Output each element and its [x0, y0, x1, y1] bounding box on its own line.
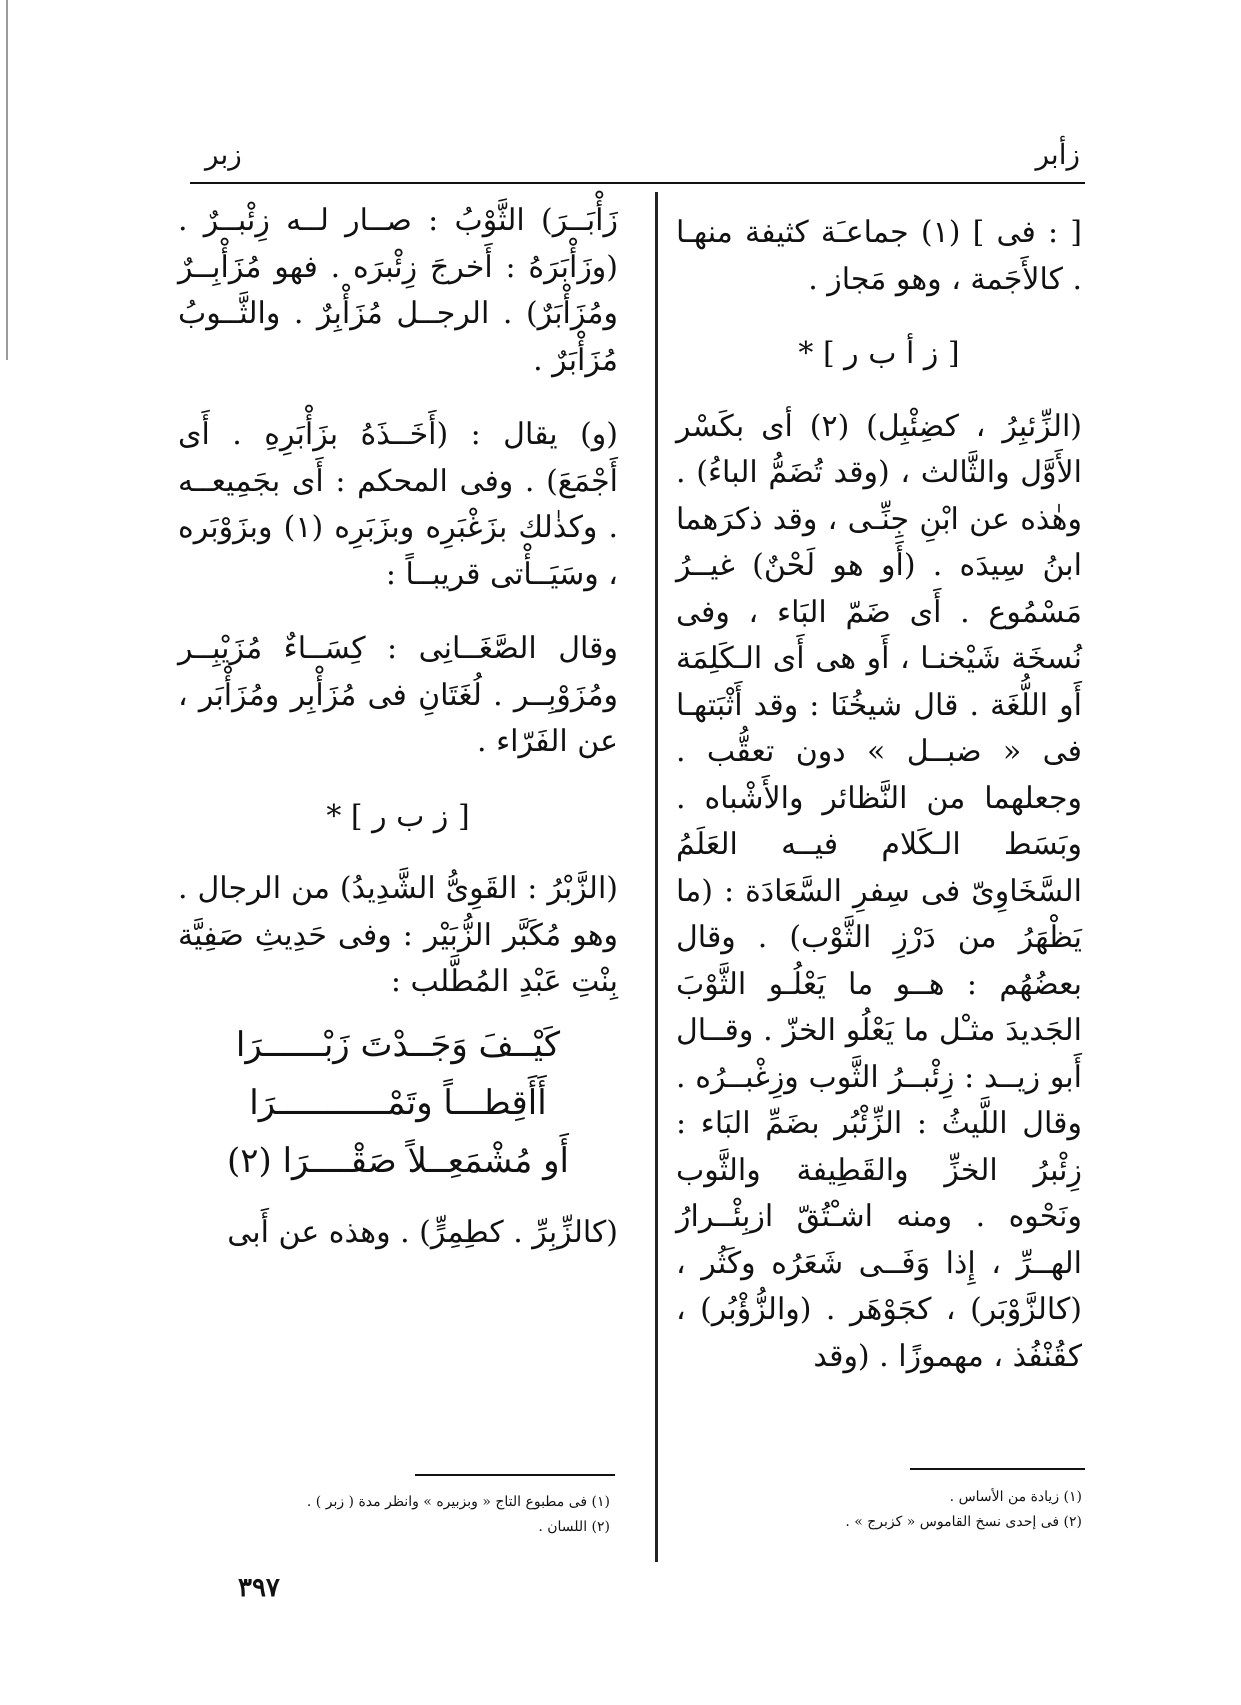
left-paragraph-5: (كالزِّبِرِّ . كطِمِرٍّ) . وهذه عن أَبى [227, 1214, 618, 1250]
verse-line-2: أَأَقِطـــاً وتَمْـــــــــــرَا [249, 1082, 547, 1123]
footnote-rule-left [415, 1474, 615, 1476]
footnote-left-1: (١) فى مطبوع التاج « وبزبيره » وانظر مدة ( زبر ) . [306, 1494, 610, 1510]
header-rule [190, 182, 1085, 184]
footnotes-right [700, 1485, 1082, 1535]
poem-verse [178, 1016, 618, 1190]
page-number: ٣٩٧ [238, 1573, 280, 1603]
entry-headword-zabr-hamza: [ ز أ ب ر ] * [798, 336, 960, 371]
right-paragraph-2: (الزِّئبِرُ ، كضِئْبِل) (٢) أى بكَسْر الأَوَّل والثَّالث ، (وقد تُضَمُّ الباءُ) . وهٰذه عن ابْنِ جِنِّـى ، وقد ذكرَهما ابنُ سِيدَه . (أَو هو لَحْنٌ) غيــرُ مَسْمُوع . أَى ضَمّ البَاء ، وفى نُسخَة شَيْخنـا ، أَو هى أَى الـكَلِمَة أَو اللُّغَة . قال شيخُنَا : وقد أَثْبَتهـا فى « ضبــل » دون تعقُّب . وجعلهما من النَّظائر والأَشْباه . وبَسَط الـكَلام فيــه العَلَمُ السَّخَاوِىّ فى سِفرِ السَّعَادَة : (ما يَظْهَرُ من دَرْزِ الثَّوْب) . وقال بعضُهُم : هــو ما يَعْلُـو الثَّوْبَ الجَديدَ مثـْل ما يَعْلُو الخزّ . وقــال أَبو زيــد : زِئْبــرُ الثَّوب وزِغْبــرُه . وقال اللَّيثُ : الزِّئْبُر بضَمِّ البَاء : زِئْبرُ الخزِّ والقَطِيفة والثَّوب ونَحْوه . ومنه اشـْتُقّ ازبِئْــرارُ الهــرِّ ، إِذا وَفَــى شَعَرُه وكَثُر ، (كالزَّوْبَر) ، كجَوْهَر . (والزُّؤْبُر) ، كقُنْفُذ ، مهموزًا . (وقد [676, 408, 1083, 1374]
right-column [676, 210, 1082, 1380]
running-header-left: زبر [205, 138, 242, 171]
verse-line-3: أَو مُشْمَعِــلاً صَقْــــرَا (٢) [226, 1140, 569, 1181]
left-paragraph-2: (و) يقال : (أَخَــذَهُ بزَأْبَرِهِ . أَى أَجْمَعَ) . وفى المحكم : أَى بجَمِيعــه . وكذٰلك بزَغْبَرِه وبزَبَرِه (١) وبزَوْبَره ، وسَيَــأْتى قريبــاً : [178, 417, 618, 592]
footnote-right-1: (١) زيادة من الأساس . [949, 1489, 1082, 1505]
footnote-left-2: (٢) اللسان . [538, 1519, 610, 1535]
left-column [178, 198, 618, 1256]
left-paragraph-4: (الزَّبْرُ : القَوِىُّ الشَّدِيدُ) من الرجال . وهو مُكَبَّر الزُّبَيْر : وفى حَدِيثِ صَفِيَّة بِنْتِ عَبْدِ المُطَّلب : [178, 871, 618, 999]
footnote-right-2: (٢) فى إحدى نسخ القاموس « كزبرج » . [845, 1514, 1082, 1530]
footnote-rule-right [910, 1468, 1085, 1470]
entry-headword-zabr: [ ز ب ر ] * [326, 798, 470, 834]
left-paragraph-3: وقال الصَّغَــانِى : كِسَــاءٌ مُزَيْبِــر ومُزَوْبِــر . لُغَتَانِ فى مُزَأْبِر ومُزَأْبَر ، عن الفَرّاء . [178, 631, 618, 759]
footnotes-left [200, 1490, 610, 1540]
left-paragraph-1: زَأْبَــرَ) الثَّوْبُ : صــار لــه زِئْبــرٌ . (وزَأْبَرَهُ : أَخرجَ زِئْبرَه . فهو مُزَأْبِــرٌ ومُزَأْبَرٌ) . الرجــل مُزَأْبِرٌ . والثَّــوبُ مُزَأْبَرٌ . [178, 203, 618, 378]
column-divider [655, 192, 658, 1562]
verse-line-1: كَيْــفَ وَجَــدْتَ زَبْــــــرَا [235, 1024, 561, 1065]
scan-page-edge [6, 0, 8, 360]
right-paragraph-1: [ : فى ] (١) جماعـَة كثيفة منهـا . كالأَجَمة ، وهو مَجاز . [676, 215, 1082, 297]
running-header-right: زأبر [1035, 138, 1080, 171]
